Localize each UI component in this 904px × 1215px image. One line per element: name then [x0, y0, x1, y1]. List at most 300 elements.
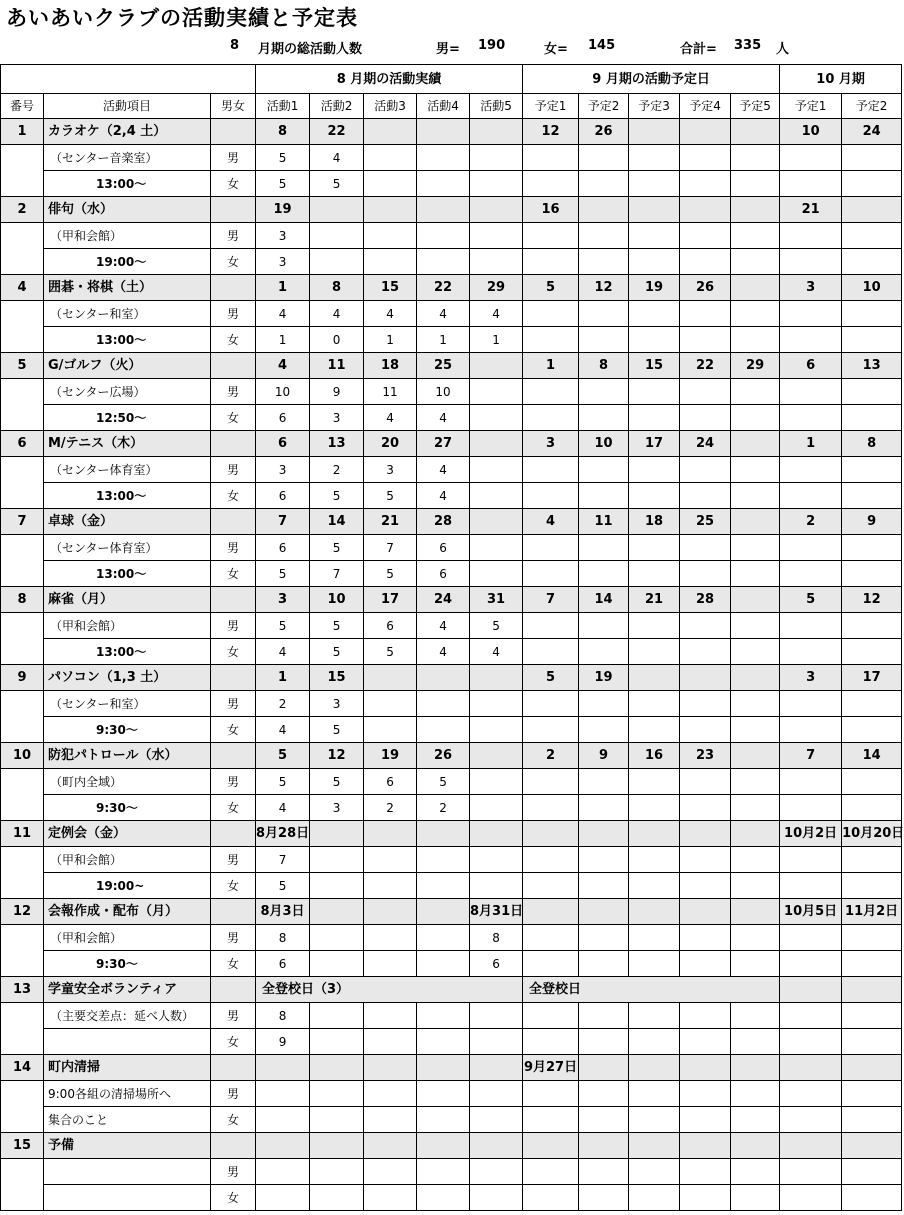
- empty-cell: [680, 171, 731, 197]
- gender-blank: [211, 119, 256, 145]
- date-cell: 17: [629, 431, 680, 457]
- gender-female: 女: [211, 639, 256, 665]
- gender-female: 女: [211, 1185, 256, 1211]
- empty-cell: [579, 873, 629, 899]
- col-header: 予定5: [731, 94, 780, 119]
- empty-cell: [579, 639, 629, 665]
- date-cell: 11: [310, 353, 364, 379]
- empty-cell: [731, 249, 780, 275]
- number-blank: [1, 1159, 44, 1185]
- summary-total-label: 合計=: [680, 42, 717, 57]
- empty-cell: [579, 249, 629, 275]
- activity-female-row: [1, 483, 902, 509]
- empty-cell: [417, 1185, 470, 1211]
- empty-cell: [523, 1159, 579, 1185]
- empty-cell: [731, 327, 780, 353]
- empty-cell: [579, 327, 629, 353]
- date-cell: [731, 821, 780, 847]
- activity-male-row: [1, 847, 902, 873]
- summary-month-num: 8: [230, 38, 240, 53]
- empty-cell: [629, 405, 680, 431]
- male-count: [417, 847, 470, 873]
- empty-cell: [680, 145, 731, 171]
- empty-cell: [731, 925, 780, 951]
- empty-cell: [680, 613, 731, 639]
- activity-name: 囲碁・将棋（土）: [44, 275, 211, 301]
- empty-cell: [310, 1055, 364, 1081]
- male-count: 9: [310, 379, 364, 405]
- empty-cell: [364, 1107, 417, 1133]
- date-cell: 13: [842, 353, 902, 379]
- gender-male: 男: [211, 1159, 256, 1185]
- empty-cell: [310, 1081, 364, 1107]
- gender-blank: [211, 665, 256, 691]
- empty-cell: [579, 535, 629, 561]
- female-count: [310, 951, 364, 977]
- date-cell: 18: [629, 509, 680, 535]
- empty-cell: [780, 483, 842, 509]
- empty-cell: [842, 951, 902, 977]
- empty-cell: [417, 1029, 470, 1055]
- empty-cell: [310, 1159, 364, 1185]
- empty-cell: [780, 1159, 842, 1185]
- empty-cell: [680, 405, 731, 431]
- empty-cell: [364, 1055, 417, 1081]
- female-count: 5: [310, 717, 364, 743]
- date-cell: 3: [523, 431, 579, 457]
- male-count: 6: [364, 613, 417, 639]
- gender-male: 男: [211, 223, 256, 249]
- empty-cell: [780, 613, 842, 639]
- male-count: [470, 769, 523, 795]
- empty-cell: [842, 249, 902, 275]
- number-blank: [1, 1003, 44, 1029]
- female-count: [417, 249, 470, 275]
- activity-number: 1: [1, 119, 44, 145]
- gender-blank: [211, 275, 256, 301]
- empty-cell: [842, 717, 902, 743]
- date-cell: 14: [310, 509, 364, 535]
- plan-note: 全登校日: [523, 977, 780, 1003]
- empty-cell: [780, 327, 842, 353]
- empty-cell: [731, 951, 780, 977]
- female-count: 3: [256, 249, 310, 275]
- empty-cell: [579, 301, 629, 327]
- empty-cell: [470, 1185, 523, 1211]
- activity-name: 学童安全ボランティア: [44, 977, 211, 1003]
- number-blank: [1, 535, 44, 561]
- empty-cell: [629, 925, 680, 951]
- gender-blank: [211, 353, 256, 379]
- activity-time-blank: [44, 1185, 211, 1211]
- empty-cell: [523, 873, 579, 899]
- date-cell: 12: [842, 587, 902, 613]
- empty-cell: [417, 1159, 470, 1185]
- schedule-table: [0, 64, 902, 1211]
- empty-cell: [731, 1159, 780, 1185]
- male-count: 2: [256, 691, 310, 717]
- female-count: [417, 717, 470, 743]
- number-blank: [1, 1185, 44, 1211]
- date-cell: 4: [523, 509, 579, 535]
- number-blank: [1, 691, 44, 717]
- header-group-plan: 9 月期の活動予定日: [523, 65, 780, 94]
- empty-cell: [579, 1107, 629, 1133]
- female-count: [470, 873, 523, 899]
- date-cell: [731, 509, 780, 535]
- male-count: 6: [417, 535, 470, 561]
- date-cell: 11月2日: [842, 899, 902, 925]
- activity-time: 13:00～: [44, 327, 211, 353]
- empty-cell: [842, 873, 902, 899]
- date-cell: 14: [579, 587, 629, 613]
- empty-cell: [780, 717, 842, 743]
- female-count: [470, 795, 523, 821]
- female-count: 5: [256, 171, 310, 197]
- gender-male: 男: [211, 1081, 256, 1107]
- date-cell: [731, 899, 780, 925]
- empty-cell: [780, 249, 842, 275]
- empty-cell: [731, 1081, 780, 1107]
- date-cell: [523, 821, 579, 847]
- date-cell: 16: [629, 743, 680, 769]
- date-cell: [417, 899, 470, 925]
- empty-cell: [579, 171, 629, 197]
- activity-time: 12:50～: [44, 405, 211, 431]
- empty-cell: [842, 977, 902, 1003]
- empty-cell: [842, 769, 902, 795]
- empty-cell: [579, 847, 629, 873]
- date-cell: 29: [731, 353, 780, 379]
- date-cell: [470, 431, 523, 457]
- date-cell: 31: [470, 587, 523, 613]
- male-count: [364, 145, 417, 171]
- male-count: 4: [417, 301, 470, 327]
- gender-female: 女: [211, 873, 256, 899]
- empty-cell: [579, 691, 629, 717]
- col-header: 活動3: [364, 94, 417, 119]
- empty-cell: [629, 535, 680, 561]
- gender-blank: [211, 743, 256, 769]
- empty-cell: [310, 1185, 364, 1211]
- male-count: 3: [256, 223, 310, 249]
- date-cell: [417, 197, 470, 223]
- female-count: 5: [256, 873, 310, 899]
- summary-female-value: 145: [588, 38, 616, 53]
- empty-cell: [780, 301, 842, 327]
- male-count: 4: [417, 457, 470, 483]
- date-cell: 17: [364, 587, 417, 613]
- activity-female-row: [1, 171, 902, 197]
- date-cell: [470, 821, 523, 847]
- empty-cell: [780, 1029, 842, 1055]
- male-count: [470, 145, 523, 171]
- cleanup-note: 集合のこと: [44, 1107, 211, 1133]
- date-cell: 19: [629, 275, 680, 301]
- empty-cell: [731, 1185, 780, 1211]
- empty-cell: [731, 145, 780, 171]
- empty-cell: [629, 639, 680, 665]
- activity-male-row: [1, 1003, 902, 1029]
- male-count: [364, 925, 417, 951]
- activity-number: 12: [1, 899, 44, 925]
- empty-cell: [256, 1107, 310, 1133]
- female-count: 3: [310, 405, 364, 431]
- female-count: [470, 717, 523, 743]
- date-cell: 25: [680, 509, 731, 535]
- date-cell: 2: [780, 509, 842, 535]
- date-cell: [629, 899, 680, 925]
- activity-male-row: [1, 769, 902, 795]
- empty-cell: [731, 301, 780, 327]
- female-count: 3: [310, 795, 364, 821]
- activity-time: 19:00~: [44, 873, 211, 899]
- date-cell: 10: [579, 431, 629, 457]
- date-cell: [629, 665, 680, 691]
- date-cell: [523, 899, 579, 925]
- gender-female: 女: [211, 249, 256, 275]
- empty-cell: [523, 171, 579, 197]
- empty-cell: [579, 483, 629, 509]
- activity-main-row: [1, 587, 902, 613]
- date-cell: 9: [842, 509, 902, 535]
- activity-number: 10: [1, 743, 44, 769]
- empty-cell: [523, 769, 579, 795]
- activity-female-row: [1, 1107, 902, 1133]
- activity-number: 13: [1, 977, 44, 1003]
- activity-number: 8: [1, 587, 44, 613]
- empty-cell: [523, 1133, 579, 1159]
- date-cell: 21: [780, 197, 842, 223]
- empty-cell: [731, 1055, 780, 1081]
- empty-cell: [680, 795, 731, 821]
- female-count: [310, 873, 364, 899]
- date-cell: 1: [256, 665, 310, 691]
- empty-cell: [523, 691, 579, 717]
- activity-main-row: [1, 899, 902, 925]
- date-cell: 8月31日: [470, 899, 523, 925]
- male-count: [417, 691, 470, 717]
- empty-cell: [780, 925, 842, 951]
- female-count: 4: [364, 405, 417, 431]
- activity-time: 13:00～: [44, 171, 211, 197]
- male-count: [470, 691, 523, 717]
- empty-cell: [523, 561, 579, 587]
- date-cell: 5: [780, 587, 842, 613]
- activity-name: 防犯パトロール（水）: [44, 743, 211, 769]
- empty-cell: [629, 457, 680, 483]
- empty-cell: [523, 1029, 579, 1055]
- activity-place-blank: [44, 1159, 211, 1185]
- date-cell: 1: [780, 431, 842, 457]
- activity-main-row: [1, 821, 902, 847]
- empty-cell: [579, 613, 629, 639]
- empty-cell: [780, 1185, 842, 1211]
- activity-place: （センター和室）: [44, 301, 211, 327]
- header-group-next: 10 月期: [780, 65, 902, 94]
- empty-cell: [842, 1055, 902, 1081]
- female-count: 6: [256, 951, 310, 977]
- gender-female: 女: [211, 1029, 256, 1055]
- empty-cell: [680, 457, 731, 483]
- empty-cell: [523, 457, 579, 483]
- activity-time: 9:30～: [44, 951, 211, 977]
- activity-female-row: [1, 405, 902, 431]
- activity-main-row: [1, 1055, 902, 1081]
- empty-cell: [579, 1185, 629, 1211]
- date-cell: 7: [780, 743, 842, 769]
- male-count: 10: [256, 379, 310, 405]
- empty-cell: [780, 561, 842, 587]
- empty-cell: [731, 561, 780, 587]
- date-cell: [579, 821, 629, 847]
- female-count: 5: [310, 639, 364, 665]
- female-count: [364, 717, 417, 743]
- empty-cell: [842, 691, 902, 717]
- empty-cell: [842, 171, 902, 197]
- gender-blank: [211, 821, 256, 847]
- empty-cell: [780, 769, 842, 795]
- col-header: 予定1: [523, 94, 579, 119]
- empty-cell: [842, 327, 902, 353]
- activity-name: 会報作成・配布（月）: [44, 899, 211, 925]
- date-cell: 24: [680, 431, 731, 457]
- female-count: [417, 951, 470, 977]
- date-cell: 25: [417, 353, 470, 379]
- number-blank: [1, 145, 44, 171]
- number-blank: [1, 717, 44, 743]
- empty-cell: [629, 327, 680, 353]
- empty-cell: [731, 691, 780, 717]
- empty-cell: [731, 795, 780, 821]
- empty-cell: [629, 1029, 680, 1055]
- activity-place: （センター広場）: [44, 379, 211, 405]
- gender-male: 男: [211, 457, 256, 483]
- date-cell: 5: [256, 743, 310, 769]
- date-cell: 10: [780, 119, 842, 145]
- gender-female: 女: [211, 327, 256, 353]
- empty-cell: [470, 1159, 523, 1185]
- activity-name: M/テニス（木）: [44, 431, 211, 457]
- empty-cell: [842, 457, 902, 483]
- empty-cell: [680, 691, 731, 717]
- activity-male-row: [1, 145, 902, 171]
- female-count: 7: [310, 561, 364, 587]
- empty-cell: [680, 847, 731, 873]
- date-cell: 11: [579, 509, 629, 535]
- male-count: 3: [364, 457, 417, 483]
- empty-cell: [417, 1133, 470, 1159]
- gender-blank: [211, 431, 256, 457]
- summary-total-value: 335: [734, 38, 762, 53]
- male-count: 4: [417, 613, 470, 639]
- activity-main-row: [1, 743, 902, 769]
- empty-cell: [731, 847, 780, 873]
- gender-female: 女: [211, 405, 256, 431]
- gender-male: 男: [211, 691, 256, 717]
- empty-cell: [780, 847, 842, 873]
- empty-cell: [523, 249, 579, 275]
- empty-cell: [731, 613, 780, 639]
- header-group-actual: 8 月期の活動実績: [256, 65, 523, 94]
- activity-place: （センター体育室）: [44, 535, 211, 561]
- empty-cell: [310, 1107, 364, 1133]
- female-count: 6: [417, 561, 470, 587]
- gender-blank: [211, 1055, 256, 1081]
- empty-cell: [629, 223, 680, 249]
- empty-cell: [523, 223, 579, 249]
- empty-cell: [842, 561, 902, 587]
- empty-cell: [629, 717, 680, 743]
- empty-cell: [629, 1055, 680, 1081]
- male-count: 4: [364, 301, 417, 327]
- date-cell: 1: [523, 353, 579, 379]
- male-count: 8: [256, 925, 310, 951]
- empty-cell: [470, 1133, 523, 1159]
- empty-cell: [364, 1003, 417, 1029]
- date-cell: 21: [364, 509, 417, 535]
- gender-male: 男: [211, 847, 256, 873]
- activity-male-row: [1, 691, 902, 717]
- female-count: 4: [256, 639, 310, 665]
- date-cell: 21: [629, 587, 680, 613]
- empty-cell: [680, 1185, 731, 1211]
- number-blank: [1, 951, 44, 977]
- date-cell: 19: [579, 665, 629, 691]
- empty-cell: [842, 1081, 902, 1107]
- activity-female-row: [1, 873, 902, 899]
- empty-cell: [579, 405, 629, 431]
- empty-cell: [680, 379, 731, 405]
- activity-name: 定例会（金）: [44, 821, 211, 847]
- number-blank: [1, 301, 44, 327]
- number-blank: [1, 925, 44, 951]
- female-count: 1: [417, 327, 470, 353]
- female-count: 1: [470, 327, 523, 353]
- col-header: 活動項目: [44, 94, 211, 119]
- date-cell: 3: [256, 587, 310, 613]
- empty-cell: [680, 483, 731, 509]
- empty-cell: [780, 223, 842, 249]
- date-cell: 19: [256, 197, 310, 223]
- activity-place: （主要交差点：延べ人数）: [44, 1003, 211, 1029]
- number-blank: [1, 847, 44, 873]
- activity-female-row: [1, 249, 902, 275]
- gender-female: 女: [211, 483, 256, 509]
- empty-cell: [629, 795, 680, 821]
- empty-cell: [780, 977, 842, 1003]
- empty-cell: [523, 1107, 579, 1133]
- female-count: [364, 873, 417, 899]
- male-count: 3: [310, 691, 364, 717]
- empty-cell: [842, 483, 902, 509]
- empty-cell: [310, 1133, 364, 1159]
- empty-cell: [579, 1055, 629, 1081]
- date-cell: [364, 197, 417, 223]
- gender-blank: [211, 977, 256, 1003]
- empty-cell: [780, 795, 842, 821]
- male-count: 3: [256, 457, 310, 483]
- female-count: 5: [364, 639, 417, 665]
- col-header: 活動4: [417, 94, 470, 119]
- gender-male: 男: [211, 145, 256, 171]
- male-count: [417, 223, 470, 249]
- summary-unit: 人: [776, 42, 790, 57]
- female-count: [417, 171, 470, 197]
- number-blank: [1, 769, 44, 795]
- activity-name: 麻雀（月）: [44, 587, 211, 613]
- header-blank: [1, 65, 256, 94]
